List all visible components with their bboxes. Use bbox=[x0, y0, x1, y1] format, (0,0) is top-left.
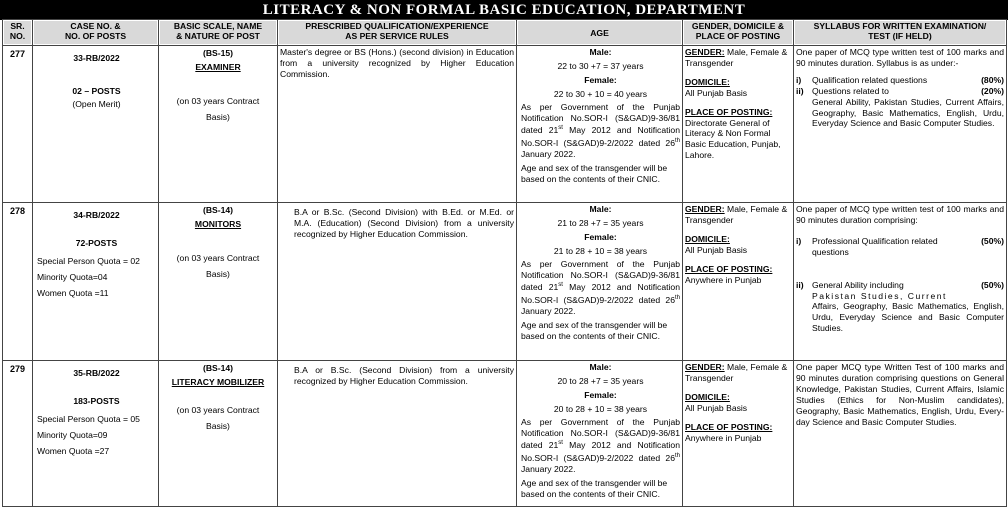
male-age: 20 to 28 +7 = 35 years bbox=[557, 375, 644, 386]
posting-value: Directorate General of Literacy & Non Formal Basic Education, Punjab, Lahore. bbox=[685, 117, 781, 161]
qualification-cell bbox=[278, 203, 517, 361]
domicile-label: DOMICILE: bbox=[685, 76, 730, 87]
quota-line: Minority Quota=09 bbox=[37, 429, 108, 440]
domicile-value: All Punjab Basis bbox=[685, 244, 748, 255]
contract-nature: (on 03 years Contract Basis) bbox=[176, 404, 260, 431]
qualification-cell bbox=[278, 46, 517, 203]
syllabus-item: i) Qualification related questions (80%) bbox=[796, 74, 1004, 85]
posting-label: PLACE OF POSTING: bbox=[685, 106, 773, 117]
post-cell bbox=[159, 46, 278, 203]
serial-number: 277 bbox=[3, 46, 33, 203]
gender-cell bbox=[683, 361, 794, 507]
quota-list bbox=[37, 97, 156, 110]
age-cell bbox=[517, 361, 683, 507]
gender-cell bbox=[683, 46, 794, 203]
quota-line: Special Person Quota = 05 bbox=[37, 413, 140, 424]
transgender-note: Age and sex of the transgender will be based on the contents of their CNIC. bbox=[521, 477, 668, 499]
qualification-cell bbox=[278, 361, 517, 507]
domicile-label: DOMICILE: bbox=[685, 391, 730, 402]
posting-value: Anywhere in Punjab bbox=[685, 274, 762, 285]
header-scale: BASIC SCALE, NAME & NATURE OF POST bbox=[159, 20, 278, 46]
post-count: 72-POSTS bbox=[75, 237, 118, 248]
age-notification: As per Government of the Punjab Notification No.SOR-I (S&GAD)9-36/81 dated 21st May 2012 and Notification No.SOR-I (S&GAD)9-2/2022 dated 26th January 2022. bbox=[521, 416, 680, 474]
case-number: 33-RB/2022 bbox=[73, 53, 120, 63]
qualification-text: Master's degree or BS (Hons.) (second division) in Education from a university recognized by Higher Education Commission. bbox=[280, 47, 514, 79]
case-number: 34-RB/2022 bbox=[73, 210, 120, 220]
basic-scale: (BS-15) bbox=[202, 48, 234, 58]
syllabus-tail: General Ability, Pakistan Studies, Current Affairs, Geography, Basic Mathematics, English, Urdu, Everyday Science and Basic Computer Studies. bbox=[812, 96, 1004, 129]
posting-label: PLACE OF POSTING: bbox=[685, 421, 773, 432]
case-cell bbox=[33, 46, 159, 203]
table-row bbox=[3, 361, 1007, 507]
basic-scale: (BS-14) bbox=[202, 363, 234, 373]
post-count: 183-POSTS bbox=[73, 395, 120, 406]
post-name: MONITORS bbox=[194, 218, 242, 229]
table-row bbox=[3, 46, 1007, 203]
male-label: Male: bbox=[589, 47, 612, 57]
age-notification: As per Government of the Punjab Notification No.SOR-I (S&GAD)9-36/81 dated 21st May 2012 and Notification No.SOR-I (S&GAD)9-2/2022 dated 26th January 2022. bbox=[521, 101, 680, 159]
header-row bbox=[3, 20, 1007, 46]
case-number: 35-RB/2022 bbox=[73, 368, 120, 378]
domicile-value: All Punjab Basis bbox=[685, 87, 748, 98]
syllabus-cell bbox=[794, 46, 1007, 203]
syllabus-item: ii) General Ability including (50%) bbox=[796, 279, 1004, 290]
post-name: EXAMINER bbox=[195, 61, 241, 72]
quota-list bbox=[37, 249, 156, 301]
quota-list bbox=[37, 407, 156, 459]
syllabus-item: ii) Questions related to (20%) bbox=[796, 85, 1004, 96]
contract-nature: (on 03 years Contract Basis) bbox=[176, 252, 260, 279]
case-cell bbox=[33, 203, 159, 361]
domicile-label: DOMICILE: bbox=[685, 233, 730, 244]
post-name: LITERACY MOBILIZER bbox=[171, 376, 265, 387]
age-notification: As per Government of the Punjab Notification No.SOR-I (S&GAD)9-36/81 dated 21st May 2012 and Notification No.SOR-I (S&GAD)9-2/2022 dated 26th January 2022. bbox=[521, 258, 680, 316]
syllabus-item: i) Professional Qualification related questions (50%) bbox=[796, 235, 1004, 257]
table-row bbox=[3, 203, 1007, 361]
gender-line: GENDER: Male, Female & Transgender bbox=[685, 204, 788, 225]
posting-value: Anywhere in Punjab bbox=[685, 432, 762, 443]
syllabus-cell bbox=[794, 203, 1007, 361]
female-age: 21 to 28 + 10 = 38 years bbox=[553, 245, 648, 256]
post-cell bbox=[159, 361, 278, 507]
basic-scale: (BS-14) bbox=[202, 205, 234, 215]
post-count: 02 – POSTS bbox=[72, 85, 121, 96]
qualification-text: B.A or B.Sc. (Second Division) from a university recognized by Higher Education Commission. bbox=[294, 365, 514, 386]
male-label: Male: bbox=[589, 204, 612, 214]
female-label: Female: bbox=[584, 389, 617, 400]
syllabus-cell bbox=[794, 361, 1007, 507]
age-cell bbox=[517, 203, 683, 361]
posting-label: PLACE OF POSTING: bbox=[685, 263, 773, 274]
header-case: CASE NO. & NO. OF POSTS bbox=[33, 20, 159, 46]
female-age: 22 to 30 + 10 = 40 years bbox=[553, 88, 648, 99]
quota-line: Women Quota =11 bbox=[37, 287, 109, 298]
female-age: 20 to 28 + 10 = 38 years bbox=[553, 403, 648, 414]
male-label: Male: bbox=[589, 362, 612, 372]
syllabus-intro: One paper of MCQ type written test of 100 marks and 90 minutes duration. Syllabus is as under:- bbox=[796, 47, 1004, 68]
header-sr: SR. NO. bbox=[3, 20, 33, 46]
syllabus-tail: Affairs, Geography, Basic Mathematics, English, Urdu, Everyday Science and Basic Computer Studies. bbox=[812, 301, 1004, 334]
gender-line: GENDER: Male, Female & Transgender bbox=[685, 47, 788, 68]
transgender-note: Age and sex of the transgender will be based on the contents of their CNIC. bbox=[521, 162, 668, 184]
quota-line: Special Person Quota = 02 bbox=[37, 255, 140, 266]
header-qualification: PRESCRIBED QUALIFICATION/EXPERIENCE AS PER SERVICE RULES bbox=[278, 20, 517, 46]
vacancy-table bbox=[2, 19, 1007, 507]
gender-cell bbox=[683, 203, 794, 361]
age-cell bbox=[517, 46, 683, 203]
male-age: 22 to 30 +7 = 37 years bbox=[557, 60, 644, 71]
syllabus-tail-spaced: Pakistan Studies, Current bbox=[812, 290, 947, 301]
serial-number: 279 bbox=[3, 361, 33, 507]
gender-line: GENDER: Male, Female & Transgender bbox=[685, 362, 788, 383]
post-cell bbox=[159, 203, 278, 361]
case-cell bbox=[33, 361, 159, 507]
contract-nature: (on 03 years Contract Basis) bbox=[176, 95, 260, 122]
header-age: AGE bbox=[517, 20, 683, 46]
page-title: LITERACY & NON FORMAL BASIC EDUCATION, DEPARTMENT bbox=[0, 0, 1008, 20]
syllabus-intro: One paper MCQ type Written Test of 100 marks and 90 minutes duration comprising questions on General Knowledge, Pakistan Studies, Current Affairs, Islamic Studies (Ethics for Non-Muslim candidates), Geography, Basic Mathematics, English, Urdu, Every-day Science and Basic Computer Studies. bbox=[796, 362, 1004, 427]
domicile-value: All Punjab Basis bbox=[685, 402, 748, 413]
quota-line: Women Quota =27 bbox=[37, 445, 110, 456]
male-age: 21 to 28 +7 = 35 years bbox=[557, 217, 644, 228]
quota-line: (Open Merit) bbox=[72, 98, 121, 109]
header-syllabus: SYLLABUS FOR WRITTEN EXAMINATION/ TEST (IF HELD) bbox=[794, 20, 1007, 46]
female-label: Female: bbox=[584, 74, 617, 85]
header-gender: GENDER, DOMICILE & PLACE OF POSTING bbox=[683, 20, 794, 46]
serial-number: 278 bbox=[3, 203, 33, 361]
transgender-note: Age and sex of the transgender will be based on the contents of their CNIC. bbox=[521, 319, 668, 341]
syllabus-intro: One paper of MCQ type written test of 100 marks and 90 minutes duration comprising: bbox=[796, 204, 1004, 225]
female-label: Female: bbox=[584, 231, 617, 242]
quota-line: Minority Quota=04 bbox=[37, 271, 108, 282]
qualification-text: B.A or B.Sc. (Second Division) with B.Ed. or M.Ed. or M.A. (Education) (Second Division) from a university recognized by Higher Education Commission. bbox=[294, 207, 514, 239]
